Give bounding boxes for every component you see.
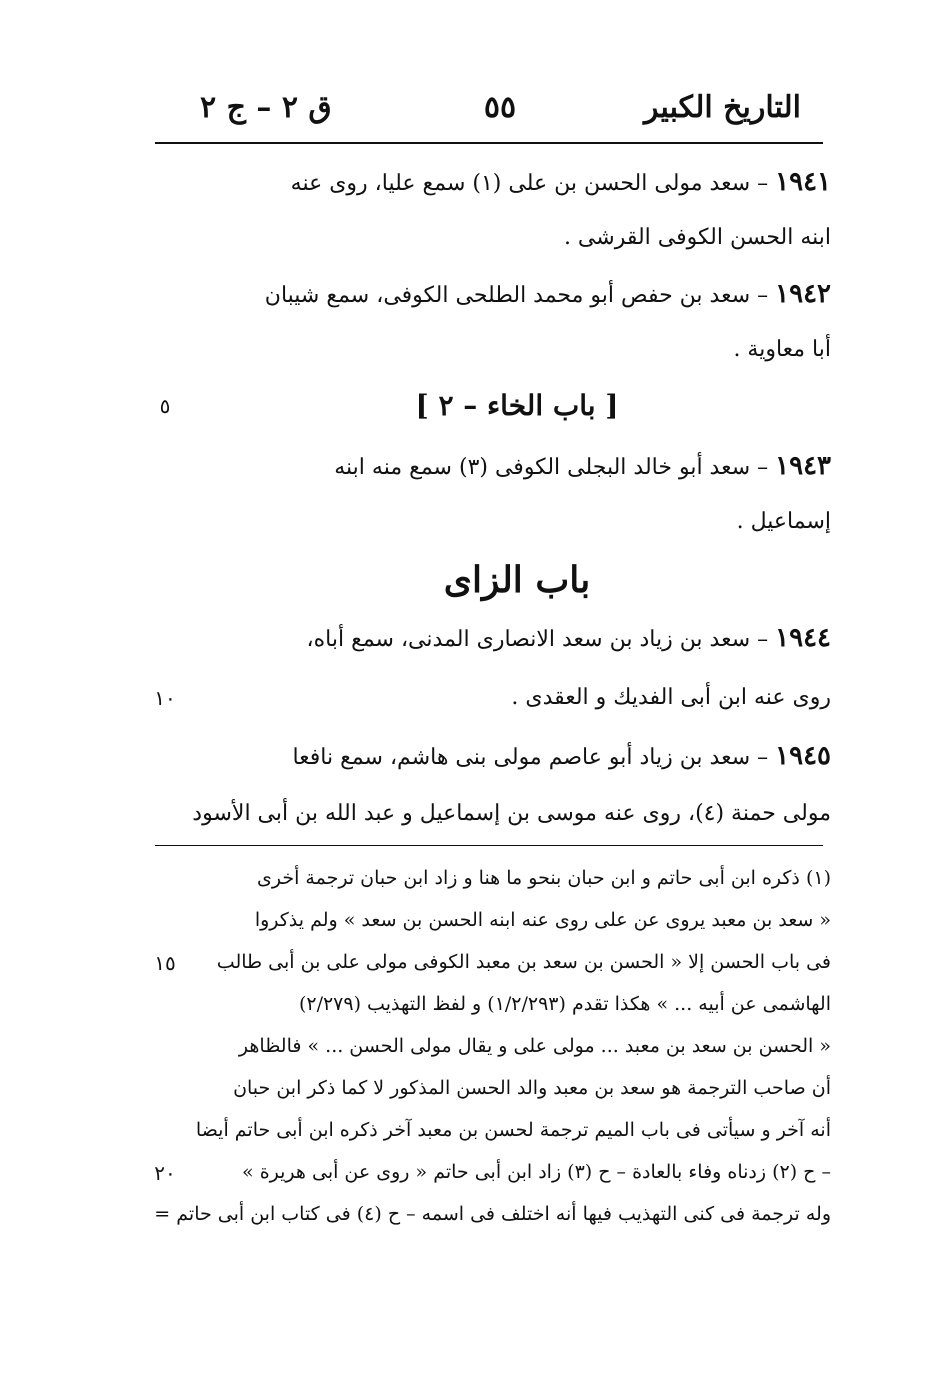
footnote-line: « الحسن بن سعد بن معبد ... مولى على و يقال مولى الحسن ... » فالظاهر [238, 1035, 831, 1057]
entry-text: – سعد بن زياد أبو عاصم مولى بنى هاشم، سمع نافعا [292, 745, 769, 770]
entry-text: – سعد أبو خالد البجلى الكوفى (٣) سمع منه ابنه [334, 455, 769, 480]
entry-number: ١٩٤٥ [775, 741, 831, 771]
margin-line-number: ١٠ [154, 686, 176, 710]
entry-1943-line-1 [203, 444, 831, 488]
book-title: التاريخ الكبير [643, 90, 801, 125]
entry-1944-line-2: روى عنه ابن أبى الفديك و العقدى . [511, 685, 831, 710]
entry-number: ١٩٤٤ [775, 623, 831, 653]
footnote-rule [155, 845, 823, 846]
entry-1941-line-1 [203, 160, 831, 204]
footnote-line: (١) ذكره ابن أبى حاتم و ابن حبان بنحو ما هنا و زاد ابن حبان ترجمة أخرى [257, 867, 831, 889]
footnote-line: وله ترجمة فى كنى التهذيب فيها أنه اختلف فى اسمه – ح (٤) فى كتاب ابن أبى حاتم = [154, 1203, 831, 1225]
entry-1941-line-2: ابنه الحسن الكوفى القرشى . [563, 225, 831, 250]
entry-text: – سعد بن زياد بن سعد الانصارى المدنى، سمع أباه، [306, 627, 769, 652]
header-rule [155, 142, 823, 144]
entry-1942-line-1 [203, 272, 831, 316]
margin-line-number: ٥ [159, 394, 171, 418]
entry-1944-line-1 [203, 616, 831, 660]
entry-1945-line-1 [203, 734, 831, 778]
margin-line-number: ٢٠ [154, 1161, 176, 1185]
entry-number: ١٩٤١ [775, 167, 831, 197]
footnote-line: أنه آخر و سيأتى فى باب الميم ترجمة لحسن بن معبد آخر ذكره ابن أبى حاتم أيضا [195, 1119, 831, 1141]
entry-text: – سعد بن حفص أبو محمد الطلحى الكوفى، سمع شيبان [264, 283, 769, 308]
footnote-line: « سعد بن معبد يروى عن على روى عنه ابنه الحسن بن سعد » ولم يذكروا [254, 909, 831, 931]
page-number: ٥٥ [483, 90, 517, 125]
margin-line-number: ١٥ [154, 951, 176, 975]
volume-part-label: ق ٢ – ج ٢ [200, 90, 332, 125]
entry-number: ١٩٤٢ [775, 279, 831, 309]
footnote-line: الهاشمى عن أبيه ... » هكذا تقدم (١/٢/٢٩٣) و لفظ التهذيب (٢/٢٧٩) [298, 993, 831, 1015]
footnote-line: – ح (٢) زدناه وفاء بالعادة – ح (٣) زاد ابن أبى حاتم « روى عن أبى هريرة » [242, 1161, 831, 1183]
bab-zay-heading: باب الزاى [443, 559, 591, 601]
entry-1942-line-2: أبا معاوية . [733, 337, 831, 362]
entry-1945-line-2: مولى حمنة (٤)، روى عنه موسى بن إسماعيل و عبد الله بن أبى الأسود [192, 801, 831, 826]
entry-1943-line-2: إسماعيل . [736, 509, 831, 534]
footnote-line: فى باب الحسن إلا « الحسن بن سعد بن معبد الكوفى مولى على بن أبى طالب [216, 951, 831, 973]
entry-number: ١٩٤٣ [775, 451, 831, 481]
footnote-line: أن صاحب الترجمة هو سعد بن معبد والد الحسن المذكور لا كما ذكر ابن حبان [233, 1077, 831, 1099]
bab-khaa-heading: [ باب الخاء – ٢ ] [415, 389, 619, 422]
entry-text: – سعد مولى الحسن بن على (١) سمع عليا، روى عنه [290, 171, 769, 196]
